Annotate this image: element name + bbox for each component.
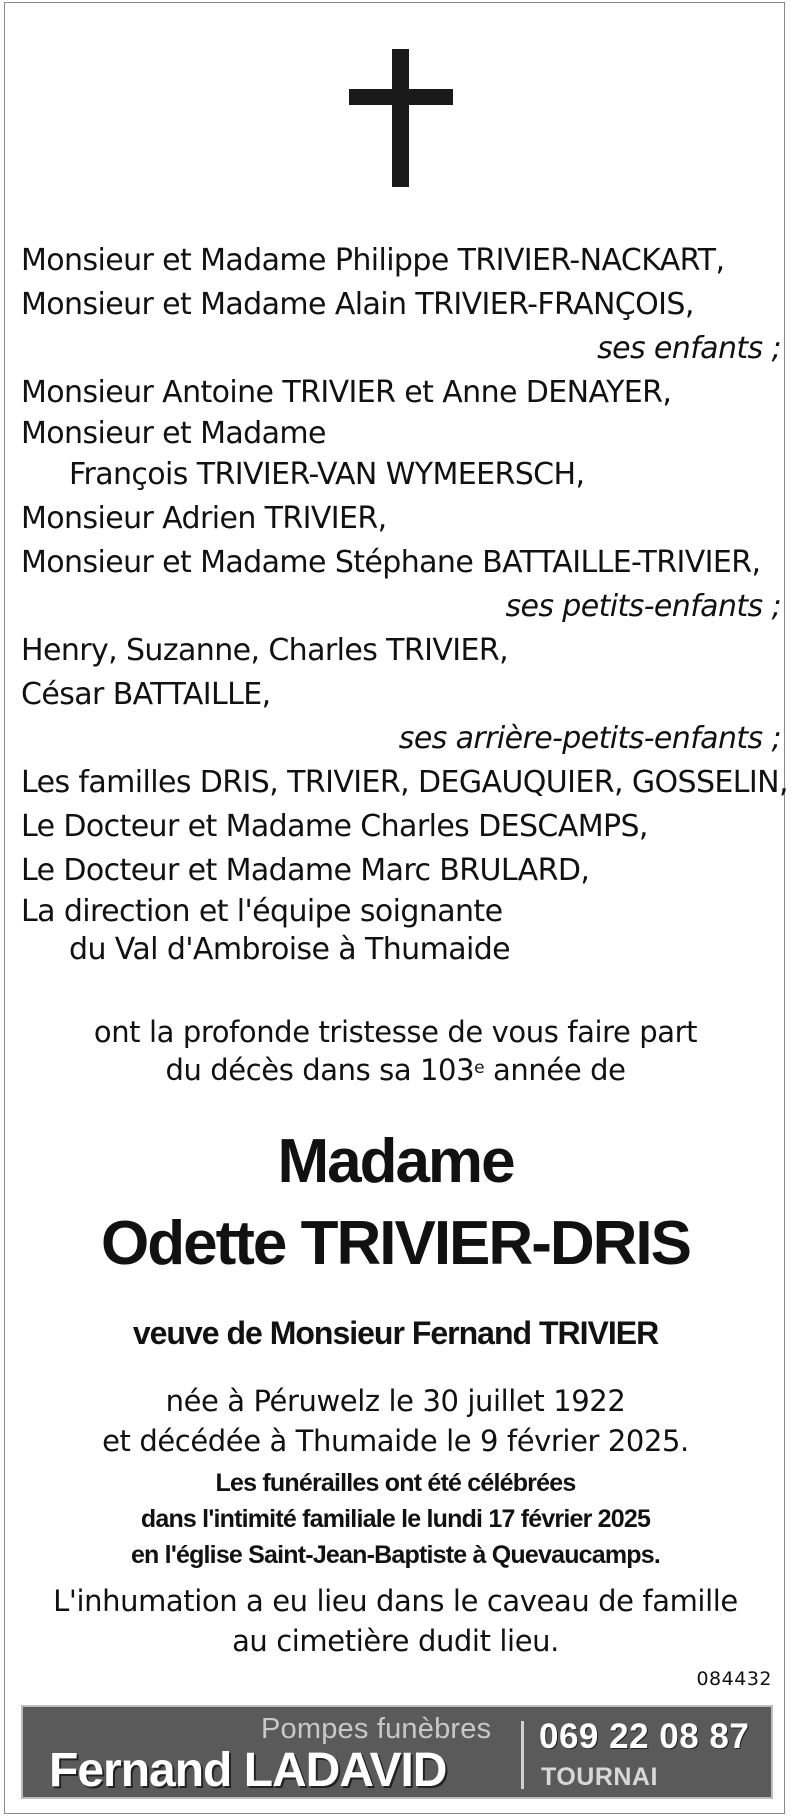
funeral-home-name: Fernand LADAVID (49, 1744, 447, 1797)
funeral-home-tagline: Pompes funèbres (261, 1713, 492, 1745)
burial-line-2: au cimetière dudit lieu. (232, 1624, 559, 1658)
banner-divider (521, 1721, 524, 1789)
cross-icon (349, 49, 453, 189)
funeral-home-city: TOURNAI (541, 1763, 658, 1791)
funeral-line-2: dans l'intimité familiale le lundi 17 février 2025 (140, 1505, 651, 1533)
deceased-name-block (5, 1121, 786, 1285)
announcement-line-1: ont la profonde tristesse de vous faire part (93, 1015, 698, 1049)
family-line: Monsieur et Madame Philippe TRIVIER-NACKART, (21, 243, 725, 278)
obituary-notice (4, 2, 788, 1814)
family-line: Monsieur Antoine TRIVIER et Anne DENAYER, (21, 375, 672, 410)
family-line: Monsieur Adrien TRIVIER, (21, 501, 387, 536)
family-line: Le Docteur et Madame Marc BRULARD, (21, 853, 590, 888)
deceased-title: Madame (277, 1127, 514, 1196)
family-line: Monsieur et Madame (21, 416, 326, 451)
family-line: Le Docteur et Madame Charles DESCAMPS, (21, 809, 648, 844)
reference-number: 084432 (696, 1668, 772, 1690)
announcement-text: du décès dans sa 103 (165, 1053, 475, 1087)
family-line: François TRIVIER-VAN WYMEERSCH, (69, 457, 585, 492)
family-list (21, 239, 788, 969)
widow-of: veuve de Monsieur Fernand TRIVIER (132, 1315, 659, 1351)
death-line: et décédée à Thumaide le 9 février 2025. (102, 1424, 689, 1458)
funeral-line-1: Les funérailles ont été célébrées (215, 1469, 576, 1497)
announcement-text: année de (484, 1053, 626, 1087)
family-line: Les familles DRIS, TRIVIER, DEGAUQUIER, GOSSELIN, (21, 765, 788, 800)
funeral-block (5, 1465, 786, 1573)
birth-line: née à Péruwelz le 30 juillet 1922 (165, 1384, 626, 1418)
burial-block (5, 1581, 786, 1661)
family-line: La direction et l'équipe soignante (21, 894, 503, 929)
burial-line-1: L'inhumation a eu lieu dans le caveau de famille (53, 1584, 738, 1618)
funeral-home-banner (21, 1705, 773, 1799)
funeral-home-phone: 069 22 08 87 (539, 1717, 750, 1756)
role-label-children: ses enfants ; (597, 331, 781, 366)
ordinal-suffix: e (474, 1058, 485, 1078)
family-line: Monsieur et Madame Stéphane BATTAILLE-TRIVIER, (21, 545, 761, 580)
family-line: Henry, Suzanne, Charles TRIVIER, (21, 633, 509, 668)
family-line: du Val d'Ambroise à Thumaide (69, 932, 511, 967)
family-line: Monsieur et Madame Alain TRIVIER-FRANÇOIS, (21, 287, 694, 322)
role-label-grandchildren: ses petits-enfants ; (505, 589, 781, 624)
announcement (5, 1013, 786, 1089)
role-label-great-grandchildren: ses arrière-petits-enfants ; (398, 721, 781, 756)
family-line: César BATTAILLE, (21, 677, 271, 712)
announcement-line-2 (5, 1051, 786, 1089)
funeral-line-3: en l'église Saint-Jean-Baptiste à Quevaucamps. (130, 1541, 661, 1569)
deceased-name: Odette TRIVIER-DRIS (101, 1209, 690, 1278)
dates-block (5, 1381, 786, 1461)
